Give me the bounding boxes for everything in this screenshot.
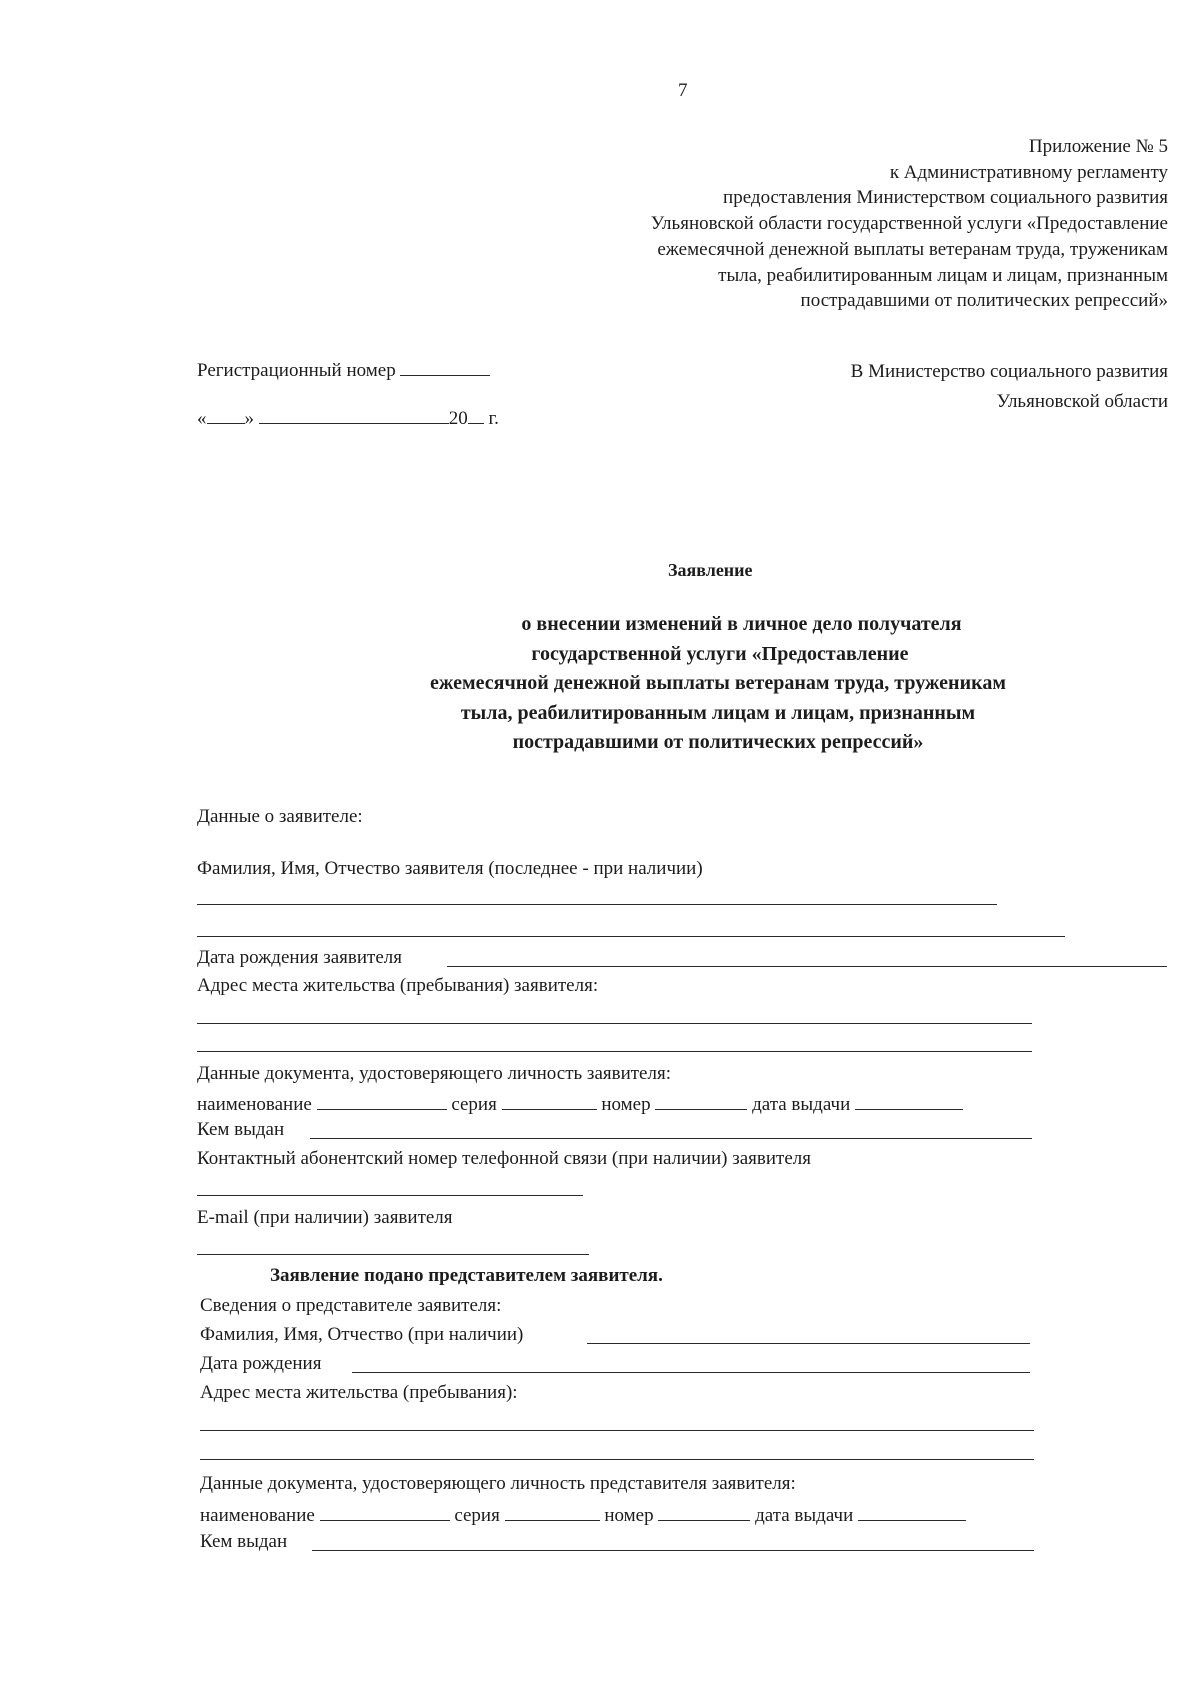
representative-doc-name-field[interactable] <box>320 1502 450 1521</box>
applicant-email-field[interactable] <box>197 1254 589 1255</box>
appendix-line: тыла, реабилитированным лицам и лицам, признанным <box>718 264 1168 286</box>
subtitle-line: ежемесячной денежной выплаты ветеранам труда, труженикам <box>430 672 1006 694</box>
appendix-line: предоставления Министерством социального развития <box>723 187 1168 209</box>
representative-fio-label: Фамилия, Имя, Отчество (при наличии) <box>200 1324 524 1345</box>
registration-number-label: Регистрационный номер <box>197 360 396 381</box>
applicant-phone-field[interactable] <box>197 1195 583 1196</box>
applicant-address-field-2[interactable] <box>197 1051 1032 1052</box>
applicant-birth-label: Дата рождения заявителя <box>197 947 402 968</box>
representative-birth-row <box>200 1353 321 1375</box>
applicant-fio-field-2[interactable] <box>197 936 1065 937</box>
applicant-doc-row <box>197 1091 963 1116</box>
representative-doc-number-field[interactable] <box>658 1502 750 1521</box>
subtitle-line: государственной услуги «Предоставление <box>531 642 909 665</box>
applicant-doc-label: Данные документа, удостоверяющего личность заявителя: <box>197 1063 671 1084</box>
addressee-line: Ульяновской области <box>996 391 1168 412</box>
applicant-doc-series-label: серия <box>451 1094 497 1115</box>
subtitle-line: тыла, реабилитированным лицам и лицам, признанным <box>460 701 976 724</box>
representative-issued-row <box>200 1531 287 1553</box>
representative-heading: Заявление подано представителем заявителя. <box>270 1265 663 1286</box>
representative-issued-label: Кем выдан <box>200 1531 288 1552</box>
applicant-issued-row <box>197 1119 284 1141</box>
applicant-issued-label: Кем выдан <box>197 1119 285 1140</box>
applicant-doc-name-label: наименование <box>197 1094 312 1115</box>
applicant-doc-number-label: номер <box>601 1094 651 1115</box>
document-subtitle <box>318 610 1118 758</box>
representative-doc-name-label: наименование <box>200 1505 315 1526</box>
registration-number-field[interactable] <box>400 357 490 376</box>
representative-doc-label: Данные документа, удостоверяющего личность представителя заявителя: <box>200 1473 796 1494</box>
representative-birth-label: Дата рождения <box>200 1353 322 1374</box>
applicant-issued-field[interactable] <box>310 1138 1032 1139</box>
date-close-quote: » <box>244 408 254 429</box>
representative-fio-field[interactable] <box>587 1343 1030 1344</box>
applicant-birth-field[interactable] <box>447 966 1167 967</box>
representative-birth-field[interactable] <box>352 1372 1030 1373</box>
applicant-address-label: Адрес места жительства (пребывания) заявителя: <box>197 975 599 996</box>
subtitle-line: пострадавшими от политических репрессий» <box>512 731 924 753</box>
date-open-quote: « <box>197 408 207 429</box>
representative-fio-row <box>200 1324 523 1346</box>
registration-date-row <box>197 405 499 430</box>
date-year-suffix: г. <box>488 408 499 429</box>
representative-issued-field[interactable] <box>312 1550 1034 1551</box>
appendix-line: Ульяновской области государственной услуги «Предоставление <box>650 213 1168 235</box>
page-number: 7 <box>678 80 688 101</box>
document-title: Заявление <box>668 560 753 580</box>
registration-number-row <box>197 357 490 382</box>
representative-doc-number-label: номер <box>604 1505 654 1526</box>
appendix-line: Приложение № 5 <box>1028 136 1168 157</box>
applicant-doc-date-label: дата выдачи <box>752 1094 851 1115</box>
representative-doc-date-field[interactable] <box>858 1502 966 1521</box>
date-year-prefix: 20 <box>448 408 468 429</box>
date-day-field[interactable] <box>207 405 245 424</box>
representative-address-label: Адрес места жительства (пребывания): <box>200 1382 518 1403</box>
applicant-section-label: Данные о заявителе: <box>197 806 363 827</box>
addressee-block <box>851 357 1168 417</box>
date-year-field[interactable] <box>468 405 484 424</box>
representative-address-field[interactable] <box>200 1430 1034 1431</box>
applicant-email-label: E-mail (при наличии) заявителя <box>197 1207 453 1228</box>
appendix-line: пострадавшими от политических репрессий» <box>800 290 1168 312</box>
applicant-fio-label: Фамилия, Имя, Отчество заявителя (последнее - при наличии) <box>197 858 703 879</box>
applicant-doc-number-field[interactable] <box>655 1091 747 1110</box>
representative-info-label: Сведения о представителе заявителя: <box>200 1295 502 1316</box>
subtitle-line: о внесении изменений в личное дело получателя <box>521 613 962 635</box>
applicant-doc-name-field[interactable] <box>317 1091 447 1110</box>
applicant-doc-date-field[interactable] <box>855 1091 963 1110</box>
applicant-address-field[interactable] <box>197 1023 1032 1024</box>
representative-doc-series-label: серия <box>454 1505 500 1526</box>
date-month-field[interactable] <box>259 405 449 424</box>
appendix-line: ежемесячной денежной выплаты ветеранам труда, труженикам <box>657 238 1168 260</box>
applicant-doc-series-field[interactable] <box>502 1091 597 1110</box>
addressee-line: В Министерство социального развития <box>850 361 1168 382</box>
representative-address-field-2[interactable] <box>200 1459 1034 1460</box>
appendix-line: к Административному регламенту <box>889 161 1168 183</box>
appendix-block <box>651 134 1168 314</box>
applicant-phone-label: Контактный абонентский номер телефонной связи (при наличии) заявителя <box>197 1148 812 1169</box>
applicant-birth-row <box>197 947 402 969</box>
representative-doc-date-label: дата выдачи <box>755 1505 854 1526</box>
representative-doc-series-field[interactable] <box>505 1502 600 1521</box>
representative-doc-row <box>200 1502 966 1527</box>
applicant-fio-field[interactable] <box>197 904 997 905</box>
